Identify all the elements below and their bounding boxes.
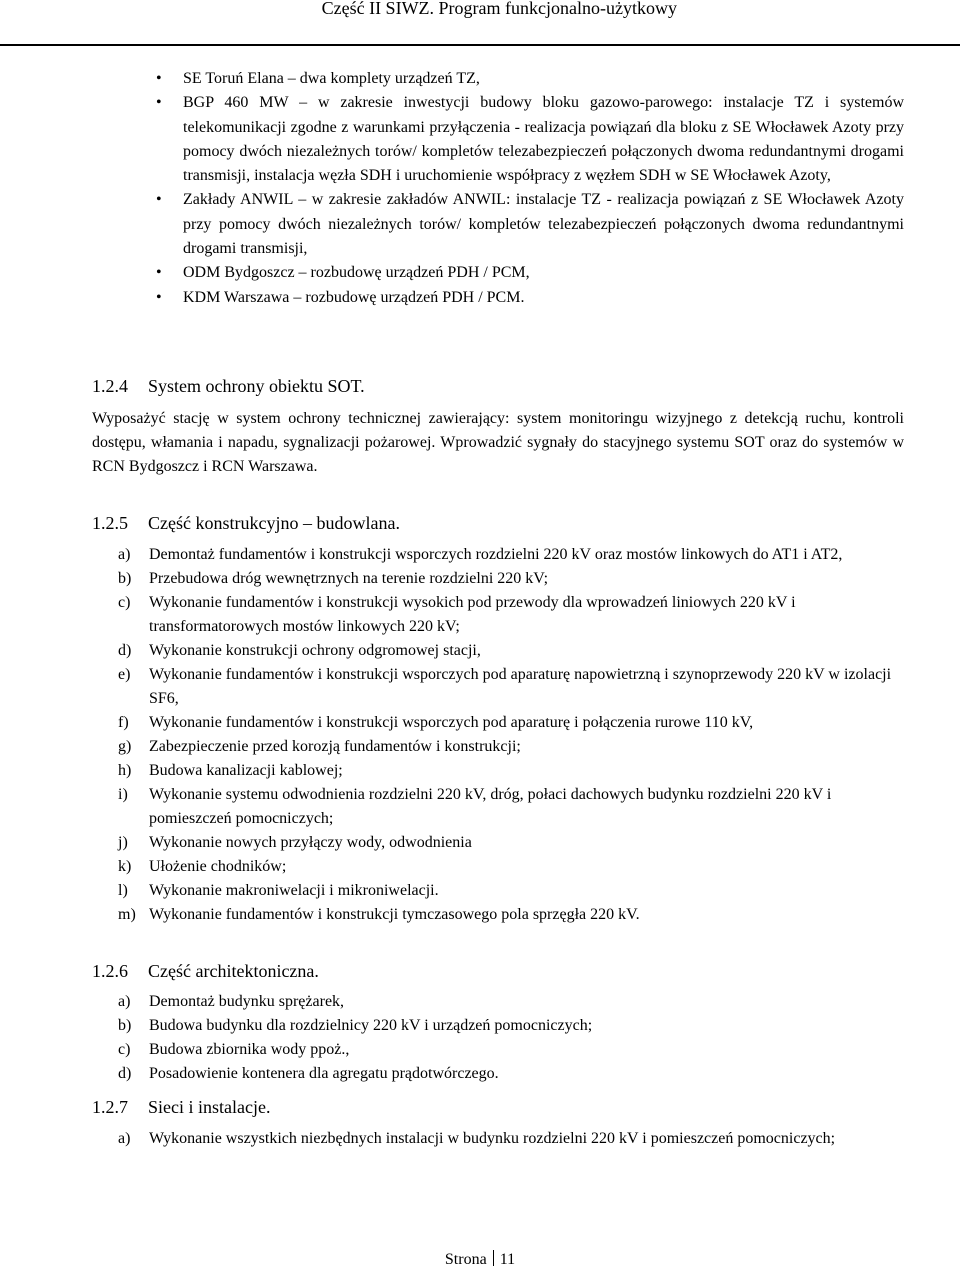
list-marker: b) — [118, 570, 132, 587]
list-item — [118, 591, 908, 639]
bullet-icon: • — [156, 94, 162, 112]
list-item-text: Demontaż budynku sprężarek, — [149, 993, 345, 1010]
list-item — [118, 831, 908, 855]
section-heading-1-2-5 — [92, 513, 400, 534]
bullet-text: ODM Bydgoszcz – rozbudowę urządzeń PDH / PCM, — [183, 264, 530, 282]
bullet-icon: • — [156, 191, 162, 209]
list-marker: h) — [118, 762, 132, 779]
section-title: Część architektoniczna. — [148, 961, 319, 981]
list-item — [118, 711, 908, 735]
list-item-text: Wykonanie fundamentów i konstrukcji wsporczych pod aparaturę i połączenia rurowe 110 kV, — [149, 714, 754, 731]
list-item-text: Budowa budynku dla rozdzielnicy 220 kV i urządzeń pomocniczych; — [149, 1017, 593, 1034]
bullet-text: BGP 460 MW – w zakresie inwestycji budowy bloku gazowo-parowego: instalacje TZ i systemów telekomunikacji zgodne z warunkami przyłączenia - realizacja powiązań dla bloku z SE Włocławek Azoty przy pomocy dwóch niezależnych torów/ kompletów telezabezpieczeń połączonych dwoma redundantnymi drogami transmisji, instalacja węzła SDH i uruchomienie współpracy z węzłem SDH w SE Włocławek Azoty, — [183, 94, 904, 185]
list-item — [118, 879, 908, 903]
list-item — [118, 567, 908, 591]
section-number: 1.2.6 — [92, 961, 128, 981]
list-1-2-5 — [118, 543, 908, 927]
list-marker: d) — [118, 1065, 132, 1082]
list-item — [156, 67, 904, 91]
list-item — [118, 1127, 908, 1151]
bullet-icon: • — [156, 70, 162, 87]
list-item-text: Posadowienie kontenera dla agregatu prądotwórczego. — [149, 1065, 499, 1082]
section-title: System ochrony obiektu SOT. — [148, 376, 365, 396]
bullet-icon: • — [156, 288, 162, 306]
footer-label: Strona — [444, 1251, 487, 1268]
list-marker: a) — [118, 546, 131, 563]
section-number: 1.2.7 — [92, 1097, 128, 1117]
page-number: 11 — [499, 1251, 516, 1268]
list-item-text: Wykonanie wszystkich niezbędnych instalacji w budynku rozdzielni 220 kV i pomieszczeń pomocniczych; — [149, 1130, 836, 1147]
list-marker: c) — [118, 1041, 131, 1058]
list-item-text: Wykonanie fundamentów i konstrukcji tymczasowego pola sprzęgła 220 kV. — [149, 906, 640, 923]
list-item — [118, 990, 908, 1014]
list-item-text: Ułożenie chodników; — [149, 858, 287, 875]
section-heading-1-2-7 — [92, 1097, 270, 1118]
section-title: Część konstrukcyjno – budowlana. — [148, 513, 400, 533]
bullet-text: Zakłady ANWIL – w zakresie zakładów ANWIL: instalacje TZ - realizacja powiązań z SE Włocławek Azoty przy pomocy dwóch niezależnych torów/ kompletów telezabezpieczeń połączonych dwoma redundantnymi drogami transmisji, — [183, 191, 904, 258]
list-item — [156, 91, 904, 188]
list-item-text: Budowa zbiornika wody ppoż., — [149, 1041, 350, 1058]
list-marker: g) — [118, 738, 132, 755]
list-marker: k) — [118, 858, 132, 875]
list-item — [118, 543, 908, 567]
list-item — [118, 1038, 908, 1062]
list-item — [156, 188, 904, 261]
bullet-text: SE Toruń Elana – dwa komplety urządzeń TZ, — [183, 70, 480, 87]
list-item — [156, 286, 904, 310]
page-header — [0, 0, 960, 46]
list-item — [118, 855, 908, 879]
list-marker: i) — [118, 786, 128, 803]
list-item — [118, 663, 908, 711]
list-marker: m) — [118, 906, 136, 923]
section-number: 1.2.4 — [92, 376, 128, 396]
list-marker: f) — [118, 714, 129, 731]
list-marker: l) — [118, 882, 128, 899]
bullet-text: KDM Warszawa – rozbudowę urządzeń PDH / PCM. — [183, 288, 525, 306]
list-marker: c) — [118, 594, 131, 611]
list-item — [118, 1014, 908, 1038]
list-item-text: Wykonanie systemu odwodnienia rozdzielni 220 kV, dróg, połaci dachowych budynku rozdzielni 220 kV i pomieszczeń pomocniczych; — [149, 786, 832, 827]
section-heading-1-2-6 — [92, 961, 319, 982]
list-marker: j) — [118, 834, 128, 851]
list-item — [118, 759, 908, 783]
list-marker: a) — [118, 993, 131, 1010]
list-item — [118, 735, 908, 759]
list-item — [118, 783, 908, 831]
list-item-text: Wykonanie konstrukcji ochrony odgromowej stacji, — [149, 642, 481, 659]
section-number: 1.2.5 — [92, 513, 128, 533]
footer-separator — [493, 1250, 494, 1266]
list-item-text: Wykonanie makroniwelacji i mikroniwelacji. — [149, 882, 439, 899]
header-title: Część II SIWZ. Program funkcjonalno-użytkowy — [321, 0, 677, 18]
list-item-text: Budowa kanalizacji kablowej; — [149, 762, 343, 779]
list-marker: d) — [118, 642, 132, 659]
section-title: Sieci i instalacje. — [148, 1097, 271, 1117]
list-1-2-7 — [118, 1127, 908, 1151]
list-item-text: Wykonanie fundamentów i konstrukcji wsporczych pod aparaturę napowietrzną i szynoprzewody 220 kV w izolacji SF6, — [149, 666, 892, 707]
list-item-text: Zabezpieczenie przed korozją fundamentów i konstrukcji; — [149, 738, 521, 755]
list-item-text: Wykonanie fundamentów i konstrukcji wysokich pod przewody dla wprowadzeń liniowych 220 kV i transformatorowych mostów linkowych 220 kV; — [149, 594, 796, 635]
section-paragraph: Wyposażyć stację w system ochrony technicznej zawierający: system monitoringu wizyjnego z detekcją ruchu, kontroli dostępu, włamania i napadu, sygnalizacji pożarowej. Wprowadzić sygnały do stacyjnego systemu SOT oraz do systemów w RCN Bydgoszcz i RCN Warszawa. — [92, 410, 904, 475]
list-item — [118, 903, 908, 927]
list-item — [118, 639, 908, 663]
list-item-text: Demontaż fundamentów i konstrukcji wsporczych rozdzielni 220 kV oraz mostów linkowych do AT1 i AT2, — [149, 546, 843, 563]
bullet-icon: • — [156, 264, 162, 282]
list-item-text: Przebudowa dróg wewnętrznych na terenie rozdzielni 220 kV; — [149, 570, 549, 587]
section-heading-1-2-4 — [92, 376, 365, 397]
page-footer — [0, 1250, 960, 1269]
list-marker: e) — [118, 666, 131, 683]
list-item — [118, 1062, 908, 1086]
list-item — [156, 261, 904, 285]
list-item-text: Wykonanie nowych przyłączy wody, odwodnienia — [149, 834, 472, 851]
list-1-2-6 — [118, 990, 908, 1086]
bullet-list — [0, 67, 960, 310]
list-marker: a) — [118, 1130, 131, 1147]
list-marker: b) — [118, 1017, 132, 1034]
